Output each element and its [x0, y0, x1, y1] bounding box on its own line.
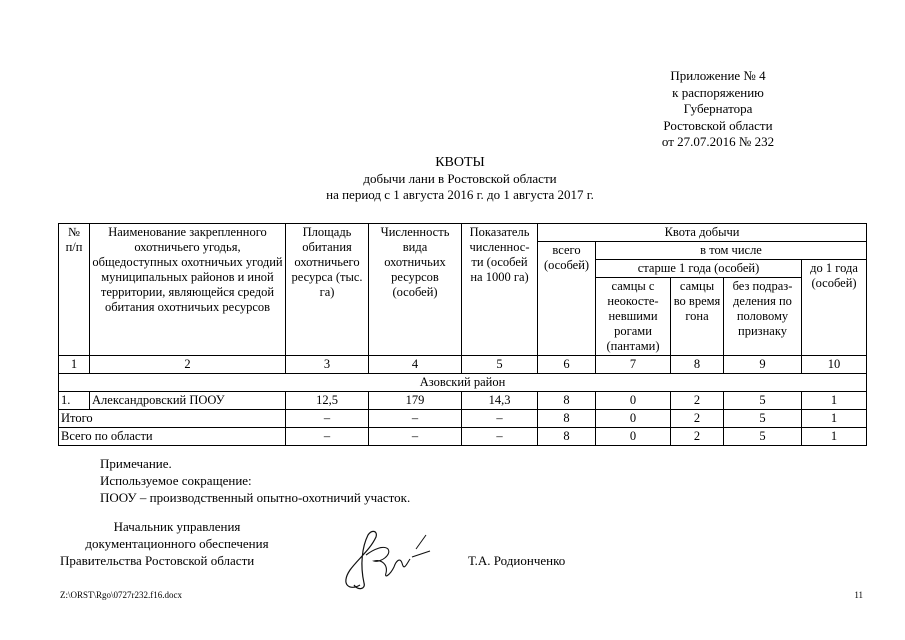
itogo-nosex: 5 [724, 410, 802, 428]
appendix-line: Ростовской области [663, 117, 773, 133]
row-area: 12,5 [286, 392, 369, 410]
header-males: самцы с неокосте-невшими рогами (пантами) [596, 278, 671, 356]
itogo-row [59, 410, 867, 428]
col-number: 5 [462, 356, 538, 374]
itogo-total: 8 [538, 410, 596, 428]
vsego-males: 0 [596, 428, 671, 446]
header-density: Показатель численнос-ти (особей на 1000 га) [462, 224, 538, 356]
col-number: 4 [369, 356, 462, 374]
note-block [100, 455, 410, 506]
district-row: Азовский район [59, 374, 867, 392]
vsego-total: 8 [538, 428, 596, 446]
header-rut: самцы во время гона [671, 278, 724, 356]
itogo-area: – [286, 410, 369, 428]
itogo-dens: – [462, 410, 538, 428]
position-line: Правительства Ростовской области [60, 553, 255, 568]
itogo-males: 0 [596, 410, 671, 428]
row-total: 8 [538, 392, 596, 410]
handwritten-signature [330, 525, 440, 595]
col-number: 9 [724, 356, 802, 374]
appendix-block [618, 68, 818, 151]
header-num: № п/п [59, 224, 90, 356]
col-number: 2 [90, 356, 286, 374]
position-line: документационного обеспечения [85, 536, 269, 551]
footer-filepath: Z:\ORST\Rgo\0727r232.f16.docx [60, 590, 182, 600]
col-number: 10 [802, 356, 867, 374]
itogo-label: Итого [59, 410, 286, 428]
vsego-dens: – [462, 428, 538, 446]
header-nosex: без подраз-деления по половому признаку [724, 278, 802, 356]
header-total: всего (особей) [538, 242, 596, 356]
header-name: Наименование закрепленного охотничьего угодья, общедоступных охотничьих угодий муниципальных районов и иной территории, являющейся средой обитания охотничьих ресурсов [90, 224, 286, 356]
vsego-young: 1 [802, 428, 867, 446]
row-pop: 179 [369, 392, 462, 410]
row-name: Александровский ПООУ [90, 392, 286, 410]
vsego-label: Всего по области [59, 428, 286, 446]
note-line: Примечание. [100, 456, 172, 471]
page-number: 11 [854, 590, 863, 600]
row-young: 1 [802, 392, 867, 410]
itogo-pop: – [369, 410, 462, 428]
document-title [300, 155, 620, 203]
signatory-position [62, 518, 292, 569]
table-row [59, 392, 867, 410]
itogo-rut: 2 [671, 410, 724, 428]
header-quota: Квота добычи [538, 224, 867, 242]
quota-table [58, 223, 867, 446]
vsego-nosex: 5 [724, 428, 802, 446]
col-number: 7 [596, 356, 671, 374]
row-rut: 2 [671, 392, 724, 410]
appendix-line: к распоряжению [672, 84, 764, 100]
col-number: 8 [671, 356, 724, 374]
header-including: в том числе [596, 242, 867, 260]
col-number: 1 [59, 356, 90, 374]
vsego-area: – [286, 428, 369, 446]
position-line: Начальник управления [113, 519, 241, 534]
header-population: Численность вида охотничьих ресурсов (особей) [369, 224, 462, 356]
header-young: до 1 года (особей) [802, 260, 867, 356]
row-males: 0 [596, 392, 671, 410]
title-subline: добычи лани в Ростовской области [363, 171, 557, 186]
col-number: 3 [286, 356, 369, 374]
row-dens: 14,3 [462, 392, 538, 410]
note-line: Используемое сокращение: [100, 473, 252, 488]
appendix-line: Губернатора [683, 101, 753, 116]
title-period: на период с 1 августа 2016 г. до 1 августа 2017 г. [326, 187, 594, 202]
vsego-pop: – [369, 428, 462, 446]
vsego-rut: 2 [671, 428, 724, 446]
title-main: КВОТЫ [435, 155, 485, 170]
itogo-young: 1 [802, 410, 867, 428]
header-area: Площадь обитания охотничьего ресурса (тыс. га) [286, 224, 369, 356]
row-nosex: 5 [724, 392, 802, 410]
appendix-line: от 27.07.2016 № 232 [661, 134, 775, 149]
signatory-name: Т.А. Родионченко [468, 553, 566, 568]
row-num: 1. [59, 392, 90, 410]
appendix-line: Приложение № 4 [670, 68, 766, 83]
note-line: ПООУ – производственный опытно-охотничий участок. [100, 490, 411, 505]
vsego-row [59, 428, 867, 446]
header-older: старше 1 года (особей) [596, 260, 802, 278]
col-number: 6 [538, 356, 596, 374]
